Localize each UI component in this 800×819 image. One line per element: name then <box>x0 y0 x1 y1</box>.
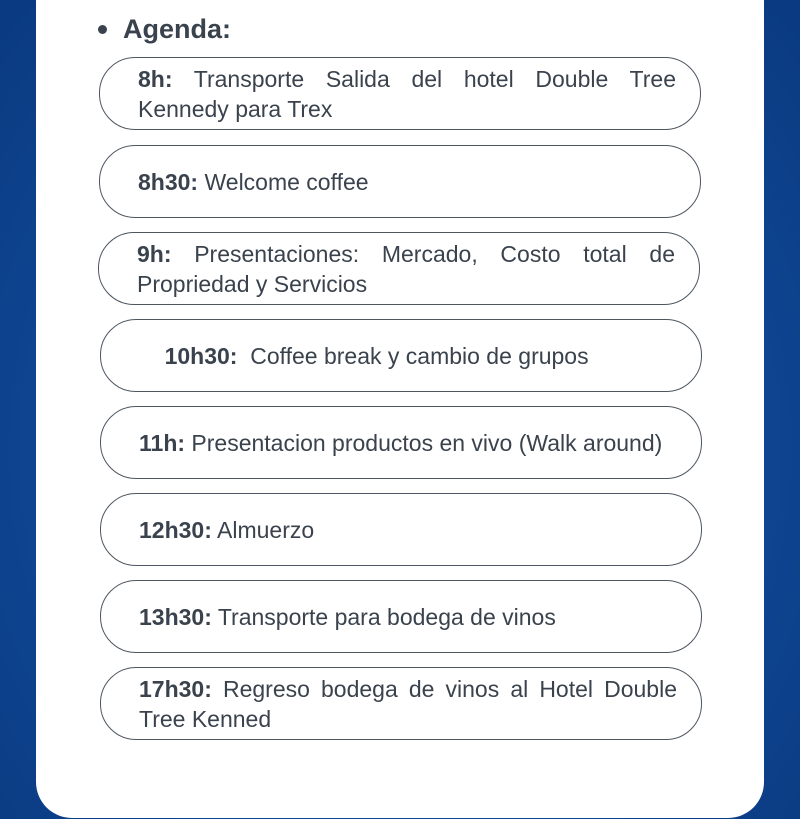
agenda-heading <box>98 12 231 46</box>
agenda-item-time: 9h: <box>137 240 172 267</box>
agenda-item-time: 8h: <box>138 65 173 92</box>
agenda-item-description: Welcome coffee <box>198 168 369 195</box>
agenda-item-1100 <box>100 406 702 479</box>
agenda-item-description: Presentaciones: Mercado, Costo total de Propriedad y Servicios <box>137 240 675 297</box>
agenda-item-1730 <box>100 667 702 740</box>
agenda-item-0800 <box>99 57 701 130</box>
agenda-item-text <box>139 602 677 632</box>
agenda-item-1030 <box>100 319 702 392</box>
agenda-item-text <box>138 167 676 197</box>
agenda-item-description: Presentacion productos en vivo (Walk around) <box>185 429 663 456</box>
agenda-item-description: Regreso bodega de vinos al Hotel Double Tree Kenned <box>139 675 677 732</box>
agenda-item-time: 11h: <box>139 429 186 456</box>
agenda-item-description: Almuerzo <box>211 516 315 543</box>
agenda-item-description: Transporte Salida del hotel Double Tree Kennedy para Trex <box>138 65 676 122</box>
agenda-item-description: Transporte para bodega de vinos <box>211 603 556 630</box>
agenda-item-text <box>139 515 677 545</box>
agenda-item-time: 10h30: <box>164 342 238 369</box>
bullet-icon <box>98 25 107 34</box>
agenda-item-time: 12h30: <box>139 516 212 543</box>
agenda-item-text <box>139 428 691 458</box>
agenda-item-text <box>138 64 676 124</box>
agenda-item-text <box>137 239 675 299</box>
agenda-heading-text: Agenda: <box>123 13 231 44</box>
agenda-item-0830 <box>99 145 701 218</box>
agenda-item-text <box>139 311 677 401</box>
agenda-item-description: Coffee break y cambio de grupos <box>237 342 589 369</box>
agenda-item-time: 8h30: <box>138 168 199 195</box>
agenda-item-time: 13h30: <box>139 603 212 630</box>
agenda-item-0900 <box>98 232 700 305</box>
agenda-item-text <box>139 674 677 734</box>
agenda-item-1230 <box>100 493 702 566</box>
agenda-item-time: 17h30: <box>139 675 212 702</box>
agenda-item-1330 <box>100 580 702 653</box>
